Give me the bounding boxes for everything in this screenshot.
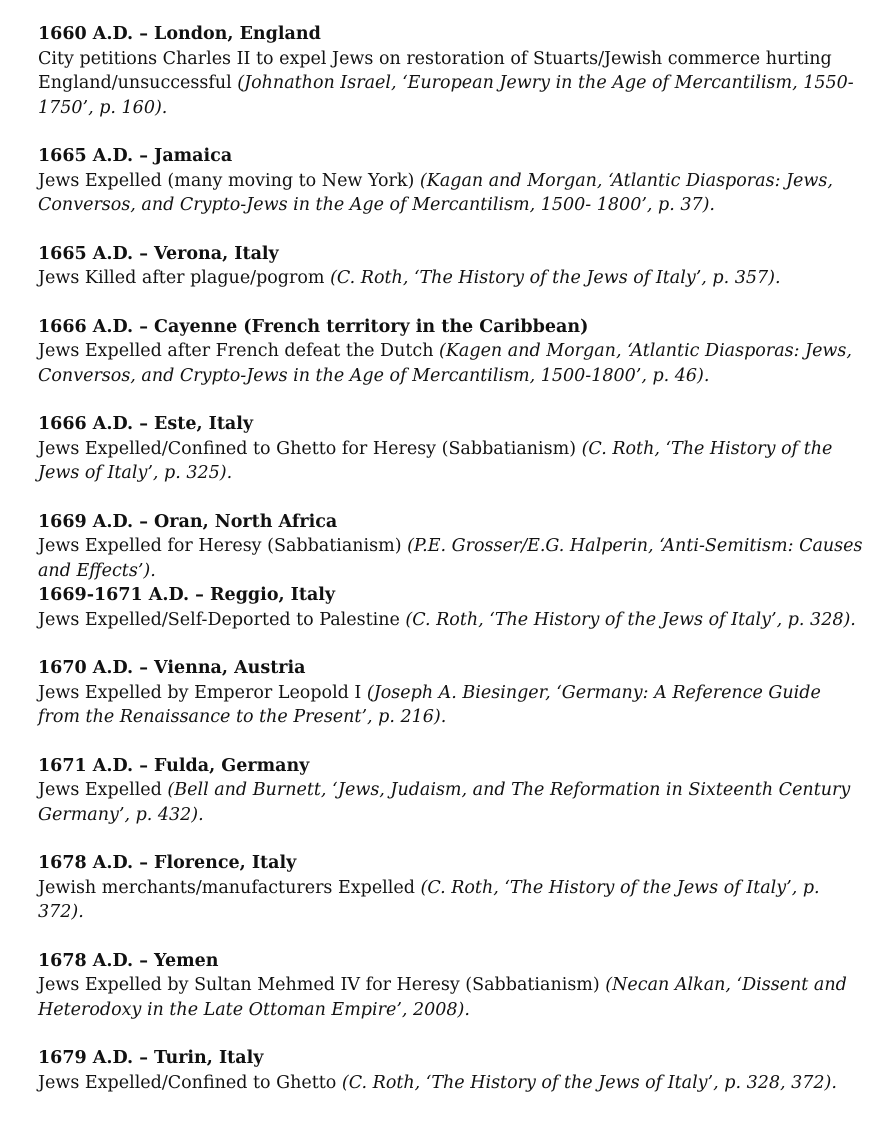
entry-heading: 1666 A.D. – Cayenne (French territory in the Caribbean) [38, 316, 589, 337]
entry-text: Jews Killed after plague/pogrom [38, 268, 331, 288]
entry-text: City petitions Charles II to expel Jews on restoration of Stuarts/Jewish commerce hurting England/unsuccessful [38, 48, 832, 93]
entry-citation: (C. Roth, ‘The History of the Jews of Italy’, p. 328, 372). [341, 1072, 837, 1093]
entry-heading: 1678 A.D. – Florence, Italy [38, 853, 297, 873]
entry-citation: (Necan Alkan, ‘Dissent and Heterodoxy in the Late Ottoman Empire’, 2008). [38, 975, 847, 1020]
timeline-entry-1666-cayenne [38, 315, 864, 389]
timeline-entry-1669-oran [38, 510, 864, 584]
timeline-entry-1670-vienna [38, 656, 864, 730]
entry-text: Jews Expelled/Self-Deported to Palestine [38, 609, 406, 630]
entry-heading: 1679 A.D. – Turin, Italy [38, 1048, 264, 1068]
entry-heading: 1669-1671 A.D. – Reggio, Italy [38, 585, 336, 605]
entry-body [38, 973, 864, 1022]
entry-body [38, 47, 864, 121]
entry-heading: 1660 A.D. – London, England [38, 24, 321, 44]
entry-citation: (C. Roth, ‘The History of the Jews of Italy’, p. 357). [330, 268, 781, 288]
entry-citation: (Bell and Burnett, ‘Jews, Judaism, and The Reformation in Sixteenth Century Germany’, p. 432). [38, 780, 851, 825]
timeline-entry-1678-yemen [38, 949, 864, 1023]
timeline-entry-1679-turin [38, 1046, 864, 1095]
entry-heading: 1678 A.D. – Yemen [38, 950, 219, 971]
entry-body [38, 778, 864, 827]
entry-text: Jews Expelled [38, 780, 168, 800]
entry-heading: 1671 A.D. – Fulda, Germany [38, 755, 310, 776]
document-page [38, 22, 864, 1119]
entry-citation: (Kagan and Morgan, ‘Atlantic Diasporas: Jews, Conversos, and Crypto-Jews in the Age of Mercantilism, 1500- 1800’, p. 37). [38, 170, 833, 215]
entry-body [38, 266, 864, 291]
entry-heading: 1669 A.D. – Oran, North Africa [38, 511, 338, 532]
entry-body [38, 1071, 864, 1096]
entry-citation: (Kagen and Morgan, ‘Atlantic Diasporas: Jews, Conversos, and Crypto-Jews in the Age of Mercantilism, 1500-1800’, p. 46). [38, 341, 852, 386]
timeline-entry-1678-florence [38, 851, 864, 925]
entry-citation: (C. Roth, ‘The History of the Jews of Italy’, p. 328). [405, 609, 856, 630]
entry-text: Jews Expelled (many moving to New York) [38, 170, 420, 191]
entry-body [38, 169, 864, 218]
entry-heading: 1665 A.D. – Verona, Italy [38, 243, 279, 264]
entry-heading: 1665 A.D. – Jamaica [38, 146, 233, 166]
entry-citation: (Joseph A. Biesinger, ‘Germany: A Reference Guide from the Renaissance to the Present’, p. 216). [38, 682, 821, 727]
timeline-entry-1669-reggio [38, 583, 864, 632]
entry-text: Jewish merchants/manufacturers Expelled [38, 877, 421, 898]
timeline-entry-1665-verona [38, 242, 864, 291]
timeline-entry-1671-fulda [38, 754, 864, 828]
entry-body [38, 339, 864, 388]
timeline-entry-1666-este [38, 412, 864, 486]
entry-body [38, 437, 864, 486]
entry-heading: 1670 A.D. – Vienna, Austria [38, 658, 306, 678]
entry-text: Jews Expelled by Emperor Leopold I [38, 682, 367, 703]
entry-body [38, 681, 864, 730]
entry-body [38, 534, 864, 583]
entry-body [38, 608, 864, 633]
entry-text: Jews Expelled/Confined to Ghetto for Heresy (Sabbatianism) [38, 438, 582, 459]
timeline-entry-1660-london [38, 22, 864, 120]
entry-citation: (C. Roth, ‘The History of the Jews of Italy’, p. 325). [38, 438, 833, 483]
entry-body [38, 876, 864, 925]
entry-text: Jews Expelled/Confined to Ghetto [38, 1072, 342, 1093]
entry-text: Jews Expelled after French defeat the Dutch [38, 341, 440, 361]
entry-text: Jews Expelled for Heresy (Sabbatianism) [38, 536, 408, 556]
timeline-entry-1665-jamaica [38, 144, 864, 218]
entry-citation: (C. Roth, ‘The History of the Jews of Italy’, p. 372). [38, 877, 820, 922]
entry-citation: (Johnathon Israel, ‘European Jewry in the Age of Mercantilism, 1550-1750’, p. 160). [38, 73, 854, 118]
entry-citation: (P.E. Grosser/E.G. Halperin, ‘Anti-Semitism: Causes and Effects’). [38, 536, 863, 581]
entry-text: Jews Expelled by Sultan Mehmed IV for Heresy (Sabbatianism) [38, 975, 606, 995]
entry-heading: 1666 A.D. – Este, Italy [38, 414, 254, 434]
